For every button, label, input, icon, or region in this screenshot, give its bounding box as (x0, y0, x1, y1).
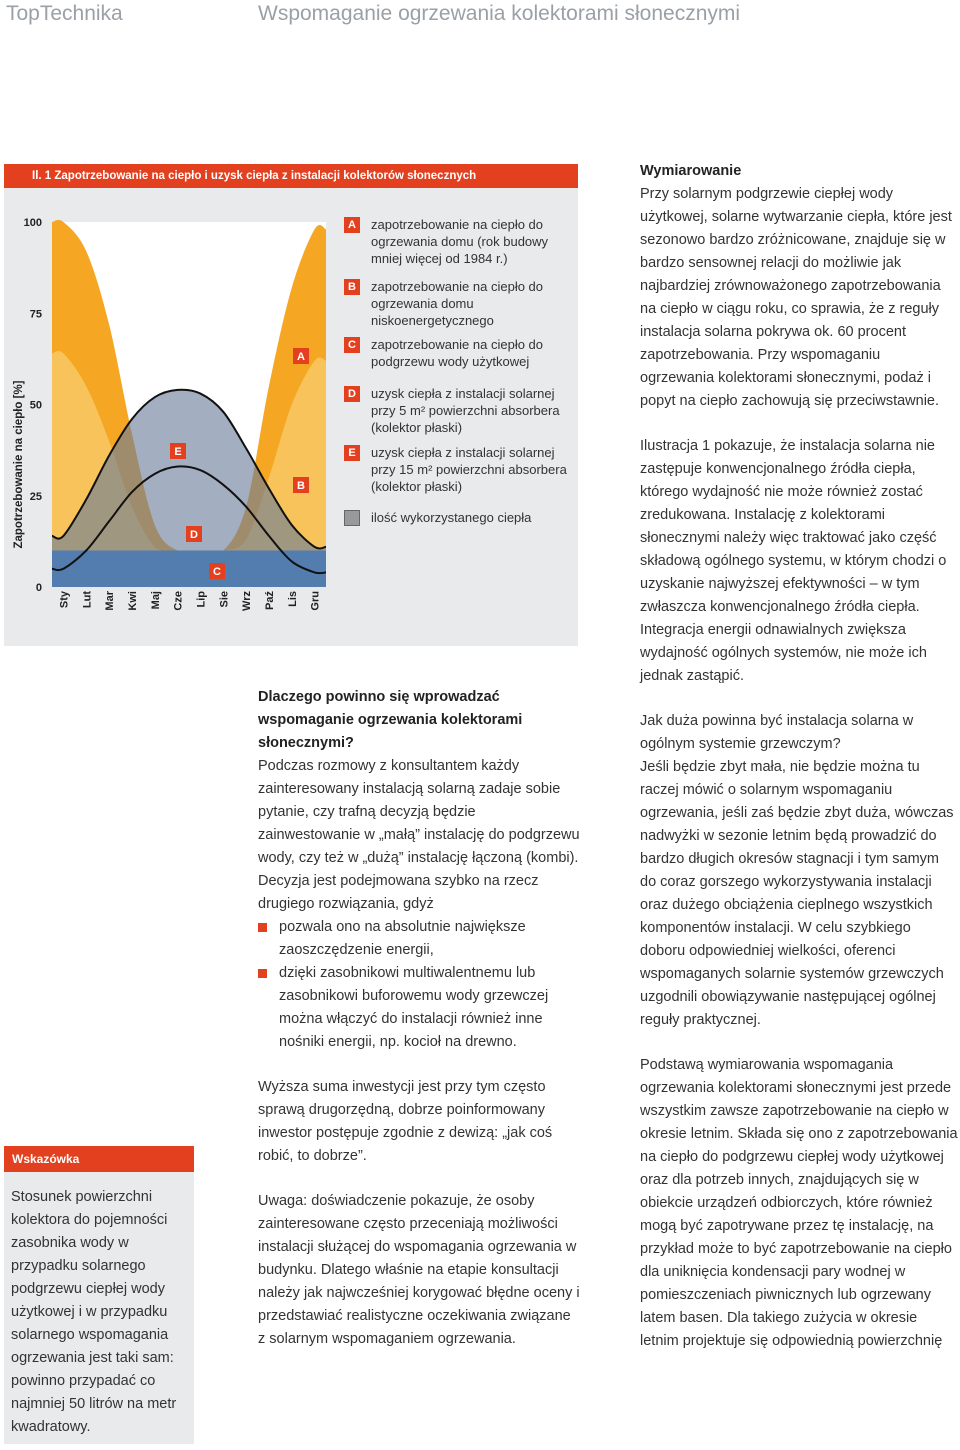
y-tick-label: 0 (35, 582, 42, 594)
question-subheading: Jak duża powinna być instalacja solarna w ogólnym systemie grzewczym? (640, 713, 914, 752)
y-tick-label: 100 (23, 217, 42, 229)
y-tick-label: 25 (29, 490, 42, 503)
series-label-text: C (213, 566, 221, 578)
tip-box (4, 1146, 194, 1444)
series-label-text: D (190, 529, 198, 541)
x-tick-label: Lis (286, 591, 299, 607)
legend-text: zapotrzebowanie na ciepło do ogrzewania domu (rok budowy mniej więcej od 1984 r.) (371, 217, 549, 266)
legend-text: zapotrzebowanie na ciepło do ogrzewania domu niskoenergetycznego (371, 279, 544, 328)
brand-logo-text: TopTechnika (6, 2, 123, 25)
right-column (640, 160, 958, 1353)
page-title: Wspomaganie ogrzewania kolektorami słonecznymi (258, 2, 741, 25)
section-heading: Wymiarowanie (640, 163, 742, 179)
series-label-text: A (297, 351, 305, 363)
bullet-list (258, 916, 580, 1054)
series-label-text: B (297, 480, 305, 492)
legend-text: zapotrzebowanie na ciepło do podgrzewu wody użytkowej (371, 337, 544, 369)
x-tick-label: Sty (58, 591, 71, 609)
legend-text: uzysk ciepła z instalacji solarnej przy 5 m² powierzchni absorbera (kolektor płaski) (371, 386, 560, 435)
legend-text: uzysk ciepła z instalacji solarnej przy 15 m² powierzchni absorbera (kolektor płaski) (371, 445, 567, 494)
paragraph: Wyższa suma inwestycji jest przy tym często sprawą drugorzędną, dobrze poinformowany inwestor postępuje zgodnie z dewizą: „jak coś robić, to dobrze”. (258, 1079, 553, 1164)
x-tick-label: Gru (309, 591, 322, 611)
legend-badge: D (344, 386, 360, 402)
tip-title: Wskazówka (4, 1146, 194, 1172)
x-tick-label: Lut (81, 591, 94, 609)
paragraph: Przy solarnym podgrzewie ciepłej wody użytkowej, solarne wytwarzanie ciepła, które jest sezonowo bardzo zróżnicowane, znajduje się w bardzo sensownej relacji do możliwie jak najbardziej zrównoważonego zapotrzebowania na ciepło w ciągu roku, co sprawia, że z reguły instalacja solarna pokrywa ok. 60 procent zapotrzebowania. Przy wspomaganiu ogrzewania kolektorami słonecznymi, podaż i popyt na ciepło zachowują się przeciwstawnie. (640, 186, 952, 409)
y-axis-label: Zapotrzebowanie na ciepło [%] (13, 380, 25, 549)
tip-text: Stosunek powierzchni kolektora do pojemności zasobnika wody w przypadku solarnego podgrzewu ciepłej wody użytkowej i w przypadku solarnego wspomagania ogrzewania jest taki sam: powinno przypadać co najmniej 50 litrów na metr kwadratowy. (11, 1189, 177, 1435)
y-tick-label: 75 (29, 308, 42, 321)
bullet-item: dzięki zasobnikowi multiwalentnemu lub zasobnikowi buforowemu wody grzewczej można włączyć do instalacji również inne nośniki energii, np. kocioł na drewno. (258, 962, 580, 1054)
x-tick-label: Maj (149, 591, 162, 610)
paragraph: Jeśli będzie zbyt mała, nie będzie można tu raczej mówić o solarnym wspomaganiu ogrzewania, jeśli zaś będzie zbyt duża, wówczas nadwyżki w sezonie letnim będą prowadzić do bardzo długich okresów stagnacji i tym samym do coraz gorszego wykorzystywania instalacji oraz dużego obciążenia cieplnego wszystkich komponentów instalacji. W celu szybkiego doboru odpowiedniej wielkości, oferenci wspomaganych solarnie systemów grzewczych uzgodnili obowiązywanie następującej ogólnej reguły praktycznej. (640, 759, 954, 1028)
illustration-title: Il. 1 Zapotrzebowanie na ciepło i uzysk ciepła z instalacji kolektorów słonecznych (4, 164, 578, 188)
legend-badge: C (344, 337, 360, 353)
legend-badge: B (344, 279, 360, 295)
used-heat-swatch (344, 510, 360, 526)
x-tick-label: Sie (218, 591, 231, 608)
x-tick-label: Cze (172, 591, 185, 611)
x-tick-label: Wrz (241, 591, 254, 611)
legend-badge: A (344, 217, 360, 233)
legend-badge: E (344, 445, 360, 461)
bullet-item: pozwala ono na absolutnie największe zaoszczędzenie energii, (258, 916, 580, 962)
paragraph: Podczas rozmowy z konsultantem każdy zainteresowany instalacją solarną zadaje sobie pytanie, czy trafną decyzją będzie zainwestowanie w „małą” instalację do podgrzewu wody, czy też w „dużą” instalację łączoną (kombi). Decyzja jest podejmowana szybko na rzecz drugiego rozwiązania, gdyż (258, 758, 580, 912)
y-tick-label: 50 (29, 399, 42, 412)
x-tick-label: Paź (263, 591, 276, 610)
middle-column (258, 686, 580, 1351)
paragraph: Uwaga: doświadczenie pokazuje, że osoby zainteresowane często przeceniają możliwości instalacji służącej do wspomagania ogrzewania w budynku. Dlatego właśnie na etapie konsultacji należy jak najwcześniej korygować błędne oceny i przedstawiać realistyczne oczekiwania związane z solarnym wspomaganiem ogrzewania. (258, 1193, 580, 1347)
paragraph: Ilustracja 1 pokazuje, że instalacja solarna nie zastępuje konwencjonalnego źródła ciepła, którego wydajność nie może również zostać zredukowana. Instalację z kolektorami słonecznymi należy więc traktować jako część składową ogólnego systemu, w którym chodzi o uzyskanie najwyższej efektywności – w tym zwłaszcza konwencjonalnego źródła ciepła. Integracja energii odnawialnych zwiększa wydajność ogólnych systemów, nie może ich jednak zastąpić. (640, 438, 947, 684)
x-tick-label: Kwi (126, 591, 139, 611)
x-tick-label: Mar (104, 591, 117, 611)
paragraph: Podstawą wymiarowania wspomagania ogrzewania kolektorami słonecznymi jest przede wszystkim zawsze zapotrzebowanie na ciepło w okresie letnim. Składa się ono z zapotrzebowania na ciepło do podgrzewu ciepłej wody użytkowej oraz dla potrzeb innych, znajdujących się w obiekcie urządzeń odbiorczych, które również mogą być zapotrywane przez tę instalację, na przykład może to być zapotrzebowanie na ciepło dla uniknięcia kondensacji pary wodnej w pomieszczeniach piwnicznych lub ogrzewany latem basen. Dla takiego zużycia w okresie letnim projektuje się odpowiednią powierzchnię (640, 1057, 958, 1349)
x-tick-label: Lip (195, 591, 208, 608)
legend-text: ilość wykorzystanego ciepła (371, 510, 532, 525)
section-heading: Dlaczego powinno się wprowadzać wspomaganie ogrzewania kolektorami słonecznymi? (258, 689, 523, 751)
series-label-text: E (174, 446, 182, 458)
